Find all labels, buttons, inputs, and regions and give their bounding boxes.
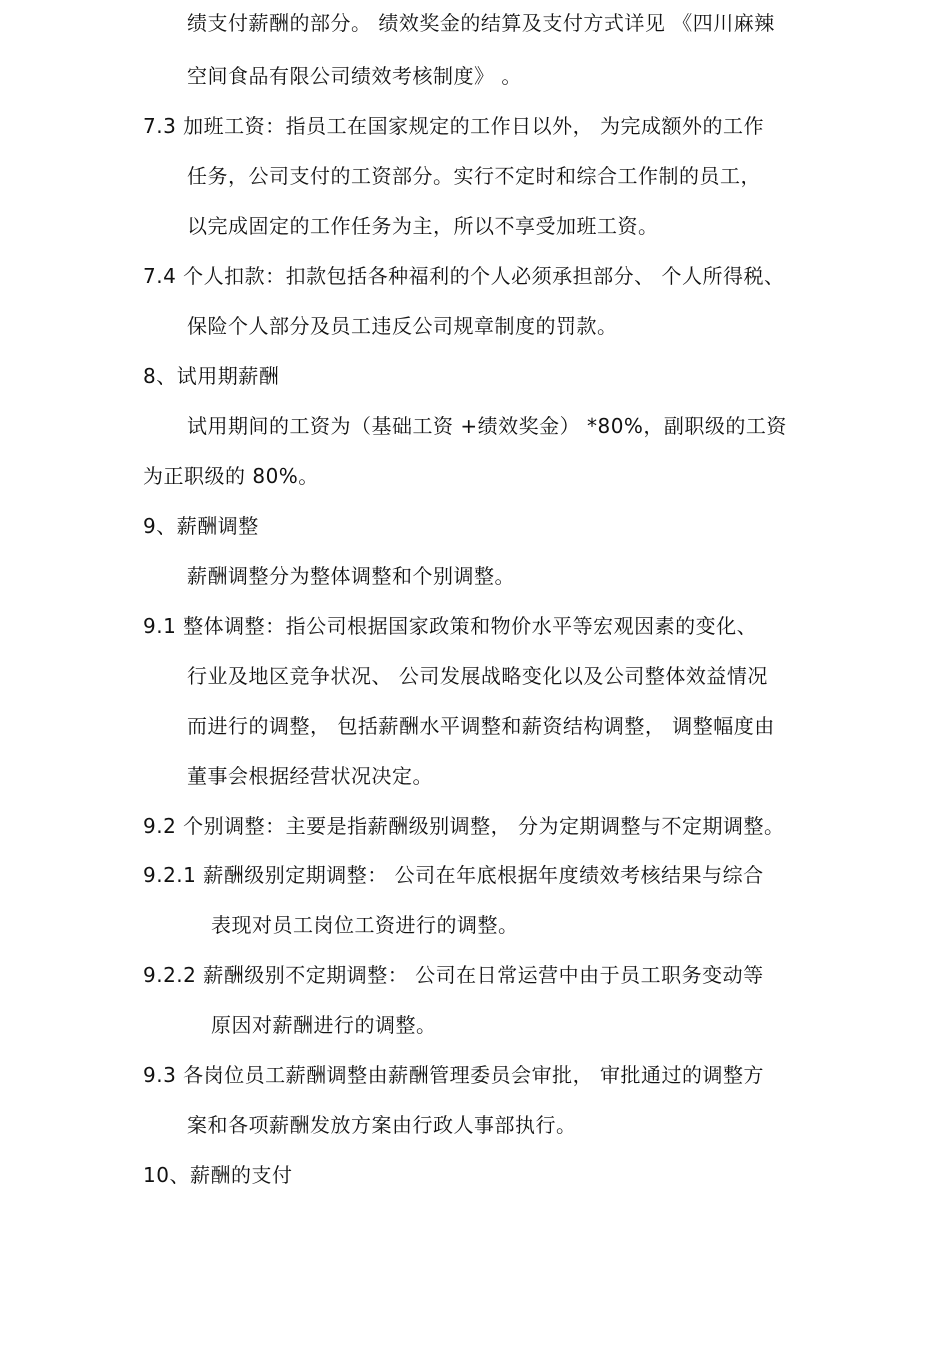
text-line: 表现对员工岗位工资进行的调整。	[211, 913, 519, 937]
text-line: 试用期间的工资为（基础工资 +绩效奖金） *80%，副职级的工资	[187, 414, 787, 438]
section-heading-9: 9、薪酬调整	[143, 514, 259, 538]
clause-9-2: 9.2 个别调整：主要是指薪酬级别调整， 分为定期调整与不定期调整。	[143, 814, 785, 838]
clause-9-2-2: 9.2.2 薪酬级别不定期调整： 公司在日常运营中由于员工职务变动等	[143, 963, 764, 987]
clause-7-3: 7.3 加班工资：指员工在国家规定的工作日以外， 为完成额外的工作	[143, 114, 765, 138]
text-line: 案和各项薪酬发放方案由行政人事部执行。	[187, 1113, 577, 1137]
clause-9-2-1: 9.2.1 薪酬级别定期调整： 公司在年底根据年度绩效考核结果与综合	[143, 863, 764, 887]
text-line: 绩支付薪酬的部分。 绩效奖金的结算及支付方式详见 《四川麻辣	[187, 11, 775, 35]
text-line: 空间食品有限公司绩效考核制度》 。	[187, 64, 522, 88]
text-line: 而进行的调整， 包括薪酬水平调整和薪资结构调整， 调整幅度由	[187, 714, 775, 738]
clause-7-4: 7.4 个人扣款：扣款包括各种福利的个人必须承担部分、 个人所得税、	[143, 264, 785, 288]
text-line: 董事会根据经营状况决定。	[187, 764, 433, 788]
text-line: 为正职级的 80%。	[143, 464, 319, 488]
text-line: 任务，公司支付的工资部分。实行不定时和综合工作制的员工，	[187, 164, 761, 188]
text-line: 以完成固定的工作任务为主，所以不享受加班工资。	[187, 214, 659, 238]
section-heading-8: 8、试用期薪酬	[143, 364, 280, 388]
text-line: 行业及地区竞争状况、 公司发展战略变化以及公司整体效益情况	[187, 664, 768, 688]
text-line: 薪酬调整分为整体调整和个别调整。	[187, 564, 515, 588]
section-heading-10: 10、薪酬的支付	[143, 1163, 293, 1187]
text-line: 保险个人部分及员工违反公司规章制度的罚款。	[187, 314, 618, 338]
clause-9-3: 9.3 各岗位员工薪酬调整由薪酬管理委员会审批， 审批通过的调整方	[143, 1063, 765, 1087]
text-line: 原因对薪酬进行的调整。	[211, 1013, 437, 1037]
clause-9-1: 9.1 整体调整：指公司根据国家政策和物价水平等宏观因素的变化、	[143, 614, 758, 638]
